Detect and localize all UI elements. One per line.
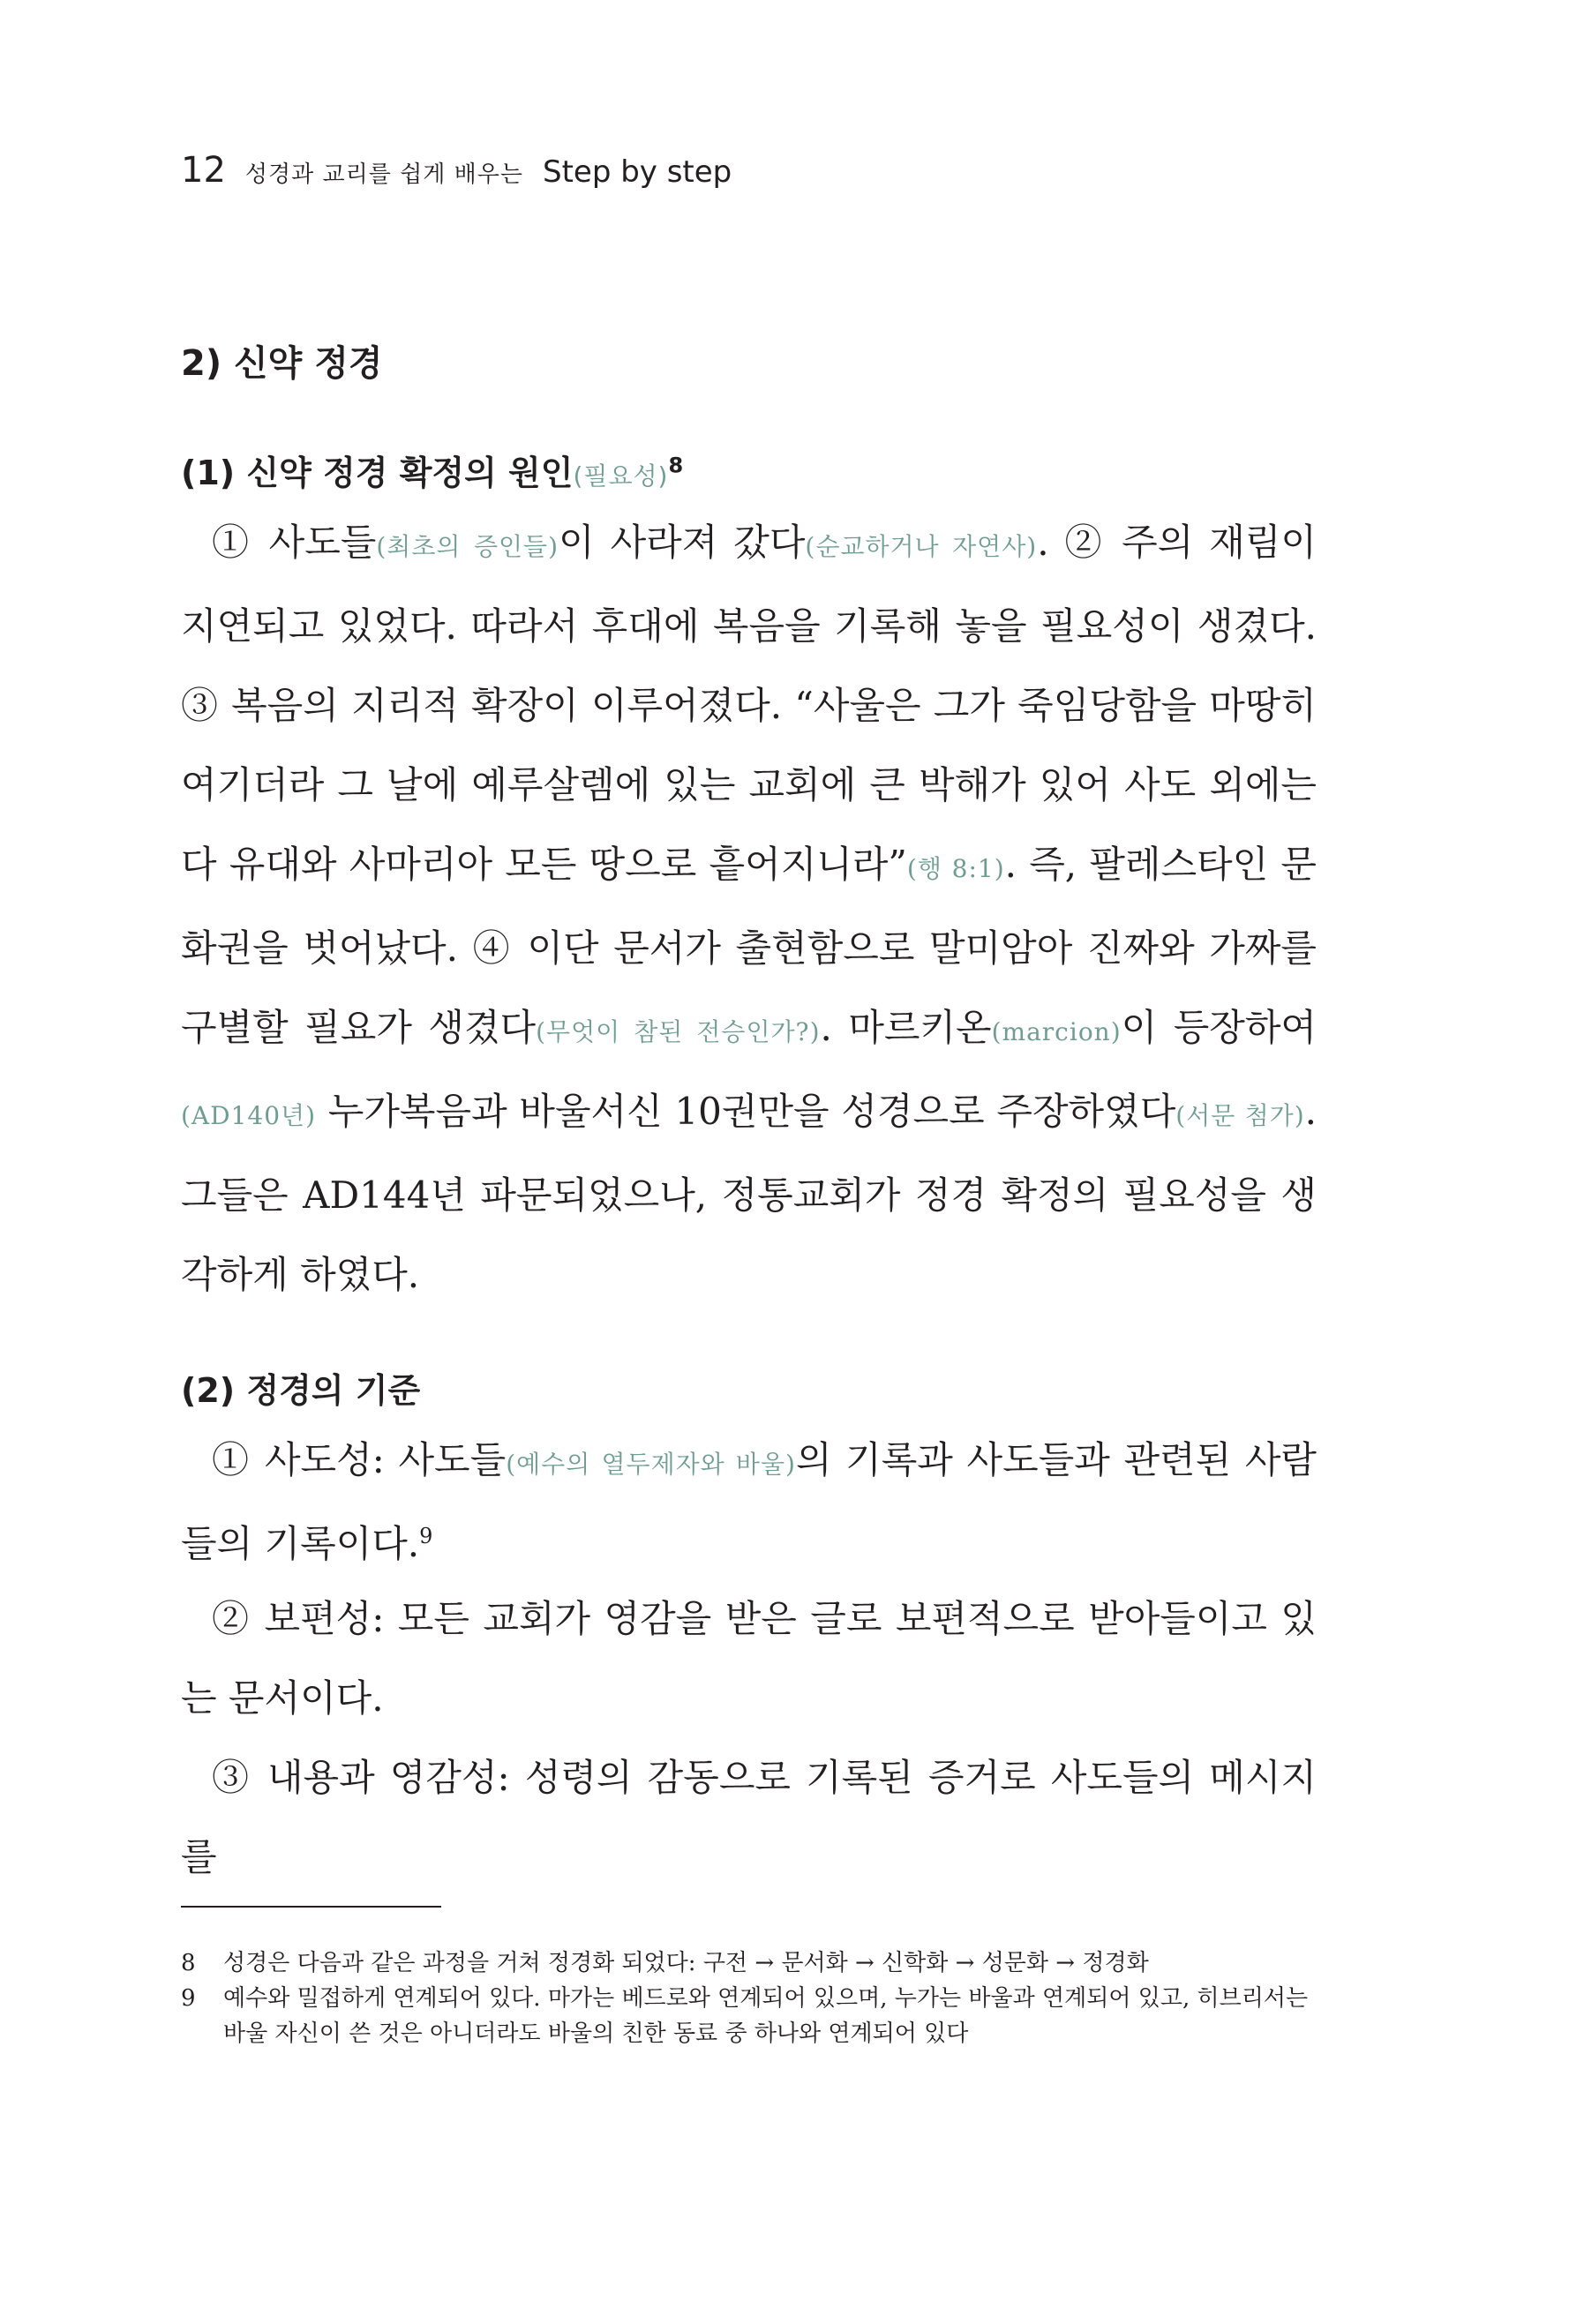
text-run: 누가복음과 바울서신 10권만을 성경으로 주장하였다	[316, 1090, 1176, 1133]
subsection-heading-2: (2) 정경의 기준	[181, 1371, 421, 1410]
inline-note: (AD140년)	[181, 1101, 317, 1130]
footnote-text: 성경은 다음과 같은 과정을 거쳐 정경화 되었다: 구전 → 문서화 → 신학화 → 성문화 → 정경화	[223, 1950, 1149, 1976]
book-title: 성경과 교리를 쉽게 배우는	[244, 161, 523, 188]
footnote-9	[181, 1981, 1317, 2051]
paragraph-universality: ② 보편성: 모든 교회가 영감을 받은 글로 보편적으로 받아들이고 있는 문서이다.	[181, 1597, 1317, 1720]
footnote-ref-9: 9	[419, 1524, 433, 1548]
text-run: . ② 주의 재림이 지연되고 있었다. 따라서 후대에 복음을 기록해 놓을 필요성이 생겼다. ③ 복음의 지리적 확장이 이루어졌다. “사울은 그가 죽임당함을 마땅히 여기더라 그 날에 예루살렘에 있는 교회에 큰 박해가 있어 사도 외에는 다 유대와 사마리아 모든 땅으로 흩어지니라”	[181, 521, 1317, 886]
footnote-divider	[181, 1906, 441, 1908]
footnote-number: 9	[181, 1985, 196, 2012]
text-run: ① 사도들	[212, 521, 377, 564]
subsection-heading-1-text: (1) 신약 정경 확정의 원인	[181, 454, 574, 492]
page-number: 12	[181, 150, 226, 191]
text-run: 이 등장하여	[1121, 1006, 1317, 1049]
footnote-ref-8: 8	[668, 453, 684, 478]
inline-note: (무엇이 참된 전승인가?)	[536, 1017, 821, 1046]
section-heading: 2) 신약 정경	[181, 343, 383, 384]
inline-note: (순교하거나 자연사)	[805, 532, 1038, 561]
paragraph-canon-causes	[181, 503, 1317, 1315]
inline-note: (행 8:1)	[906, 854, 1005, 883]
inline-note: (예수의 열두제자와 바울)	[506, 1450, 796, 1479]
inline-note: (최초의 증인들)	[376, 532, 559, 561]
text-run: ① 사도성: 사도들	[212, 1438, 507, 1481]
inline-note: (서문 첨가)	[1175, 1101, 1305, 1130]
footnote-number: 8	[181, 1950, 196, 1976]
running-header	[181, 150, 732, 191]
subsection-heading-1-note: (필요성)	[573, 461, 669, 491]
subsection-heading-1	[181, 446, 683, 494]
text-run: . 그들은 AD144년 파문되었으나, 정통교회가 정경 확정의 필요성을 생각하게 하였다.	[181, 1090, 1317, 1296]
inline-note: (marcion)	[991, 1017, 1122, 1046]
text-run: 의 기록과 사도들과 관련된 사람들의 기록이다.	[181, 1438, 1317, 1565]
text-run: . 즉, 팔레스타인 문화권을 벗어났다. ④ 이단 문서가 출현함으로 말미암아 진짜와 가짜를 구별할 필요가 생겼다	[181, 843, 1317, 1049]
paragraph-content-inspiration: ③ 내용과 영감성: 성령의 감동으로 기록된 증거로 사도들의 메시지를	[181, 1756, 1317, 1878]
footnote-8	[181, 1945, 1317, 1981]
text-run: 이 사라져 갔다	[559, 521, 806, 564]
footnotes	[181, 1945, 1317, 2051]
paragraph-apostolicity	[181, 1421, 1317, 1584]
footnote-text: 예수와 밀접하게 연계되어 있다. 마가는 베드로와 연계되어 있으며, 누가는 바울과 연계되어 있고, 히브리서는 바울 자신이 쓴 것은 아니더라도 바울의 친한 동료 중 하나와 연계되어 있다	[223, 1985, 1309, 2047]
text-run: . 마르키온	[820, 1006, 992, 1049]
series-title: Step by step	[542, 154, 732, 190]
